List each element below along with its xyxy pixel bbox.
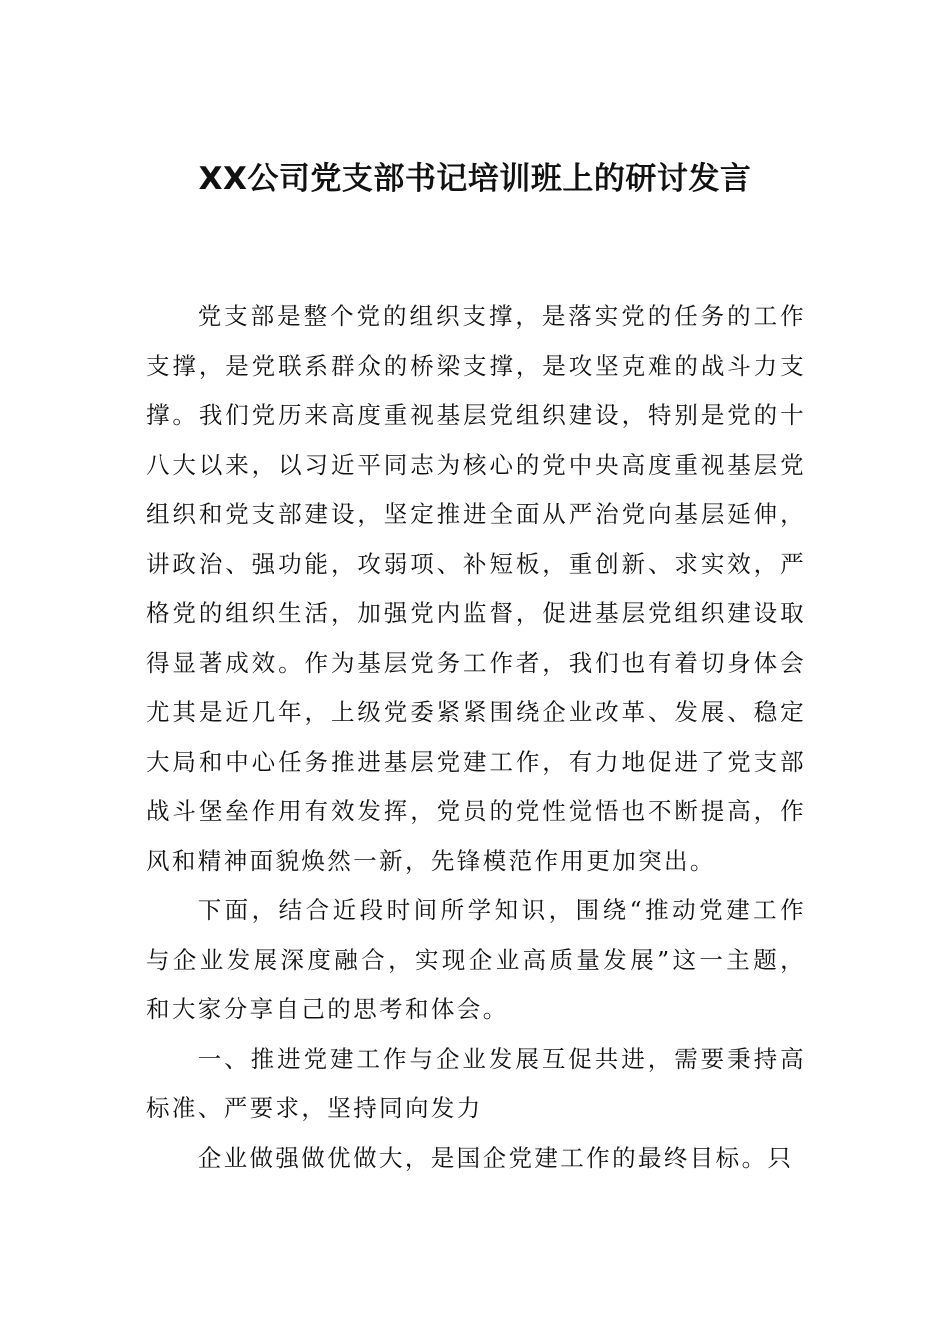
document-title: XX公司党支部书记培训班上的研讨发言 — [198, 161, 752, 197]
paragraph-intro: 党支部是整个党的组织支撑，是落实党的任务的工作支撑，是党联系群众的桥梁支撑，是攻坚克难的战斗力支撑。我们党历来高度重视基层党组织建设，特别是党的十八大以来，以习近平同志为核心的党中央高度重视基层党组织和党支部建设，坚定推进全面从严治党向基层延伸，讲政治、强功能，攻弱项、补短板，重创新、求实效，严格党的组织生活，加强党内监督，促进基层党组织建设取得显著成效。作为基层党务工作者，我们也有着切身体会尤其是近几年，上级党委紧紧围绕企业改革、发展、稳定大局和中心任务推进基层党建工作，有力地促进了党支部战斗堡垒作用有效发挥，党员的党性觉悟也不断提高，作风和精神面貌焕然一新，先锋模范作用更加突出。 — [146, 302, 806, 875]
paragraph-topic: 下面，结合近段时间所学知识，围绕“推动党建工作与企业发展深度融合，实现企业高质量发展”这一主题，和大家分享自己的思考和体会。 — [146, 896, 806, 1023]
document-body — [146, 292, 806, 1183]
paragraph-section-one: 企业做强做优做大，是国企党建工作的最终目标。只 — [197, 1143, 794, 1172]
section-heading-one: 一、推进党建工作与企业发展互促共进，需要秉持高标准、严要求，坚持同向发力 — [146, 1044, 806, 1122]
